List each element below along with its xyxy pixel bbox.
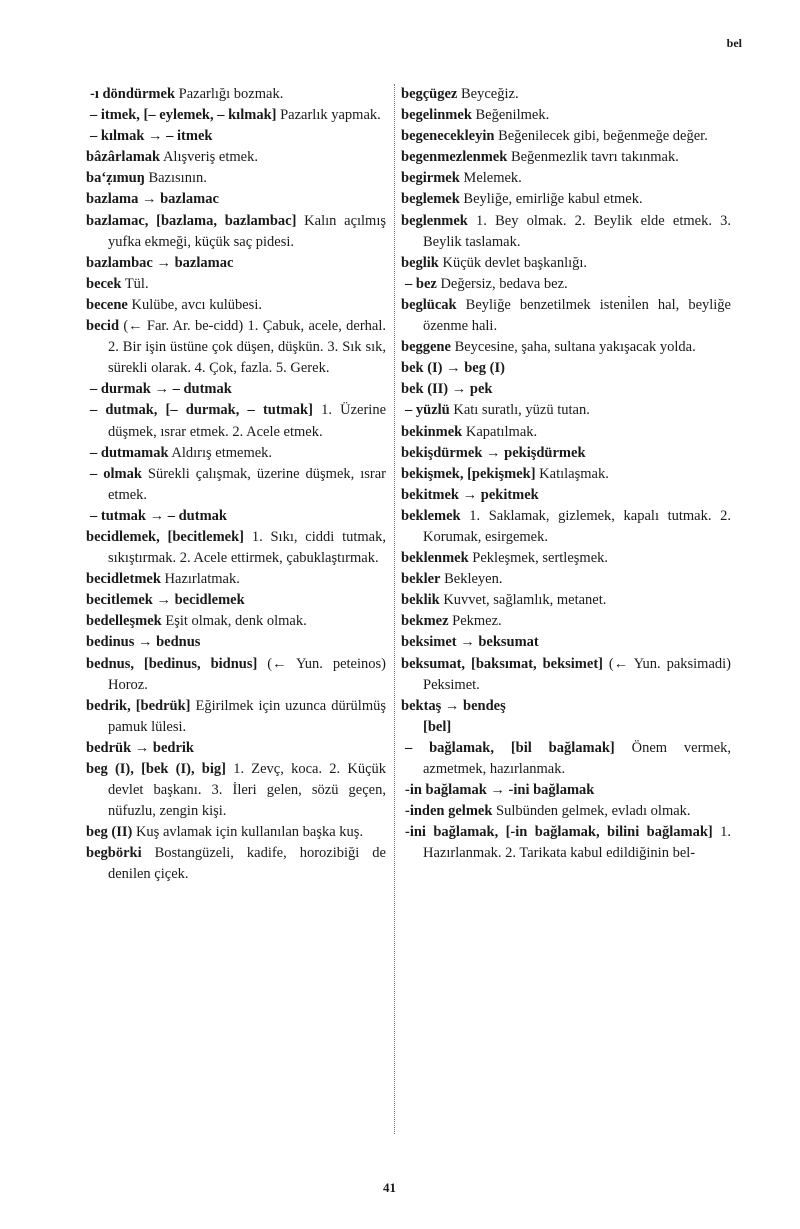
entry-headword: becitlemek → becidlemek (86, 592, 245, 609)
dictionary-entry (401, 253, 731, 274)
entry-headword: becek (86, 275, 122, 292)
dictionary-entry (86, 84, 386, 105)
entry-headword: – kılmak → – itmek (90, 128, 213, 145)
entry-headword: beglenmek (401, 212, 468, 229)
entry-headword: [bel] (423, 718, 452, 735)
entry-definition: Beyliğe benzetilmek isteni̇len hal, beyliğe özenme hali. (423, 296, 731, 335)
entry-headword: begenecekleyin (401, 128, 495, 145)
entry-headword: – itmek, [– eylemek, – kılmak] (90, 107, 277, 124)
entry-headword: – dutmamak (90, 444, 169, 461)
entry-headword: – yüzlü (405, 402, 450, 419)
entry-definition: Kuvvet, sağlamlık, metanet. (443, 592, 607, 609)
entry-headword: becid (86, 318, 120, 335)
entry-headword: bekinmek (401, 423, 463, 440)
entry-headword: beg (I), [bek (I), big] (86, 761, 226, 777)
entry-headword: bekişdürmek → pekişdürmek (401, 444, 586, 461)
dictionary-entry (401, 569, 731, 590)
entry-definition: Katı suratlı, yüzü tutan. (453, 402, 590, 419)
entry-headword: bedelleşmek (86, 613, 162, 630)
dictionary-entry (401, 464, 731, 485)
entry-headword: – bağlamak, [bil bağlamak] (405, 739, 615, 756)
left-column (86, 84, 386, 886)
dictionary-entry (401, 738, 731, 780)
entry-headword: bekişmek, [pekişmek] (401, 465, 536, 482)
entry-headword: bedrik, [bedrük] (86, 697, 191, 714)
entry-definition: Pazarlık yapmak. (280, 107, 381, 124)
dictionary-entry (86, 843, 386, 885)
dictionary-entry (86, 611, 386, 632)
entry-headword: beggene (401, 339, 451, 356)
dictionary-entry (86, 400, 386, 442)
dictionary-entry (401, 590, 731, 611)
entry-headword: -ı döndürmek (90, 86, 176, 102)
dictionary-entry (401, 654, 731, 696)
dictionary-entry (401, 506, 731, 548)
entry-headword: bazlamac, [bazlama, bazlambac] (86, 212, 297, 229)
entry-headword: becidletmek (86, 571, 161, 588)
entry-definition: Bostangüzeli, kadife, horozibiği de denilen çiçek. (108, 845, 386, 883)
dictionary-entry (86, 759, 386, 822)
entry-headword: beklik (401, 592, 440, 609)
entry-headword: – dutmak, [– durmak, – tutmak] (90, 402, 313, 419)
dictionary-entry (86, 379, 386, 400)
entry-headword: – bez (405, 275, 437, 292)
dictionary-entry (86, 738, 386, 759)
dictionary-entry (401, 168, 731, 189)
dictionary-entry (401, 84, 731, 105)
dictionary-entry (86, 527, 386, 569)
entry-headword: begenmezlenmek (401, 149, 508, 166)
dictionary-entry (86, 189, 386, 210)
entry-definition: Hazırlatmak. (164, 571, 240, 588)
dictionary-entry (86, 274, 386, 295)
dictionary-entry (86, 211, 386, 253)
dictionary-entry (86, 632, 386, 653)
entry-definition: Tül. (124, 275, 149, 292)
dictionary-entry (86, 822, 386, 843)
entry-headword: becidlemek, [becitlemek] (86, 528, 244, 545)
entry-headword: bedinus → bednus (86, 634, 201, 651)
entry-headword: -inden gelmek (405, 803, 493, 820)
entry-definition: Katılaşmak. (539, 465, 609, 482)
entry-headword: bednus, [bedinus, bidnus] (86, 655, 258, 672)
entry-headword: begirmek (401, 170, 460, 187)
dictionary-entry (86, 105, 386, 126)
dictionary-entry (86, 147, 386, 168)
entry-headword: beglik (401, 254, 439, 271)
entry-headword: beglücak (401, 296, 457, 313)
entry-definition: Alışveriş etmek. (162, 149, 258, 166)
dictionary-entry (401, 632, 731, 653)
dictionary-entry (401, 696, 731, 717)
entry-headword: -ini bağlamak, [-in bağlamak, bilini bağlamak] (405, 824, 713, 841)
dictionary-entry (401, 801, 731, 822)
entry-definition: Önem vermek, azmetmek, hazırlanmak. (423, 739, 732, 777)
entry-headword: bazlama → bazlamac (86, 191, 219, 208)
dictionary-entry (401, 443, 731, 464)
column-divider (394, 84, 395, 1134)
entry-headword: bekmez (401, 613, 449, 630)
entry-definition: Kalın açılmış yufka ekmeği, küçük saç pidesi. (108, 212, 387, 250)
entry-definition: 1. Zevç, koca. 2. Küçük devlet başkanı. 3. İleri gelen, sözü geçen, nüfuzlu, zengin kişi. (108, 761, 387, 820)
dictionary-entry (401, 105, 731, 126)
dictionary-entry (401, 358, 731, 379)
entry-definition: Pekmez. (452, 613, 502, 630)
dictionary-entry (401, 337, 731, 358)
entry-headword: – durmak → – dutmak (90, 381, 232, 398)
entry-definition: Beycesine, şaha, sultana yakışacak yolda. (454, 339, 696, 356)
entry-definition: (← Yun. paksimadi) Peksimet. (423, 655, 731, 693)
entry-headword: bekler (401, 571, 441, 588)
dictionary-entry (86, 253, 386, 274)
entry-headword: bâzârlamak (86, 149, 161, 166)
entry-definition: 1. Bey olmak. 2. Beylik elde etmek. 3. Beylik taslamak. (423, 212, 732, 250)
page-number: 41 (383, 1180, 396, 1195)
entry-headword: begbörki (86, 845, 142, 862)
entry-definition: Beyceğiz. (461, 86, 519, 102)
dictionary-entry (401, 780, 731, 801)
entry-definition: Bekleyen. (444, 571, 503, 588)
entry-definition: Beyliğe, emirliğe kabul etmek. (463, 191, 643, 208)
entry-headword: becene (86, 296, 128, 313)
entry-headword: bekitmek → pekitmek (401, 486, 539, 503)
entry-definition: 1. Hazırlanmak. 2. Tarikata kabul edildiğinin bel- (423, 824, 732, 862)
entry-headword: bek (I) → beg (I) (401, 360, 505, 377)
entry-definition: Pazarlığı bozmak. (178, 86, 284, 102)
dictionary-entry (401, 274, 731, 295)
dictionary-entry (401, 189, 731, 210)
entry-definition: Beğenilmek. (475, 107, 550, 124)
dictionary-entry (401, 295, 731, 337)
entry-headword: – tutmak → – dutmak (90, 507, 227, 524)
dictionary-entry (401, 147, 731, 168)
entry-headword: beklenmek (401, 550, 469, 567)
entry-definition: Kulübe, avcı kulübesi. (131, 296, 262, 313)
entry-headword: – olmak (90, 465, 142, 482)
entry-headword: beglemek (401, 191, 460, 208)
entry-definition: Kapatılmak. (465, 423, 538, 440)
entry-definition: 1. Üzerine düşmek, ısrar etmek. 2. Acele etmek. (108, 402, 387, 440)
entry-definition: (← Far. Ar. be-cidd) 1. Çabuk, acele, derhal. 2. Bir işin üstüne çok düşen, düşkün. 3. Sık sık, sürekli olarak. 4. Çok, fazla. 5. Gerek. (108, 318, 386, 377)
dictionary-entry (401, 379, 731, 400)
entry-definition: Pekleşmek, sertleşmek. (472, 550, 609, 567)
entry-definition: Sürekli çalışmak, üzerine düşmek, ısrar etmek. (108, 465, 387, 503)
dictionary-entry (86, 654, 386, 696)
entry-headword: beg (II) (86, 824, 133, 841)
dictionary-entry (401, 211, 731, 253)
entry-headword: beksimet → beksumat (401, 634, 539, 651)
dictionary-entry (401, 485, 731, 506)
entry-definition: 1. Sıkı, ciddi tutmak, sıkıştırmak. 2. Acele ettirmek, çabuklaştırmak. (108, 528, 386, 567)
dictionary-entry (86, 696, 386, 738)
entry-headword: begelinmek (401, 107, 472, 124)
right-column (401, 84, 731, 864)
entry-definition: Eğirilmek için uzunca dürülmüş pamuk lülesi. (108, 697, 386, 735)
dictionary-entry (401, 126, 731, 147)
dictionary-entry (401, 422, 731, 443)
entry-headword: bazlambac → bazlamac (86, 254, 234, 271)
entry-headword: begçügez (401, 86, 458, 102)
dictionary-entry (86, 126, 386, 147)
dictionary-entry (86, 464, 386, 506)
dictionary-entry (86, 168, 386, 189)
entry-definition: (← Yun. peteinos) Horoz. (108, 655, 386, 693)
entry-definition: Melemek. (463, 170, 522, 187)
running-head: bel (726, 36, 742, 50)
entry-definition: Küçük devlet başkanlığı. (442, 254, 588, 271)
entry-headword: bektaş → bendeş (401, 697, 506, 714)
dictionary-entry (401, 548, 731, 569)
entry-definition: Değersiz, bedava bez. (440, 275, 568, 292)
entry-definition: Beğenmezlik tavrı takınmak. (510, 149, 679, 166)
entry-definition: 1. Saklamak, gizlemek, kapalı tutmak. 2. Korumak, esirgemek. (423, 507, 731, 545)
entry-definition: Eşit olmak, denk olmak. (165, 613, 307, 630)
entry-headword: bek (II) → pek (401, 381, 493, 398)
dictionary-entry (401, 400, 731, 421)
entry-definition: Beğenilecek gibi, beğenmeğe değer. (498, 128, 708, 145)
dictionary-entry (86, 443, 386, 464)
dictionary-entry (401, 822, 731, 864)
dictionary-entry (86, 569, 386, 590)
dictionary-entry (86, 295, 386, 316)
entry-headword: beklemek (401, 507, 461, 524)
entry-headword: -in bağlamak → -ini bağlamak (405, 782, 595, 799)
entry-definition: Bazısının. (148, 170, 207, 187)
entry-headword: ba‘ẓımuŋ (86, 170, 145, 187)
dictionary-entry (86, 506, 386, 527)
entry-definition: Sulbünden gelmek, evladı olmak. (496, 803, 691, 820)
entry-definition: Kuş avlamak için kullanılan başka kuş. (135, 824, 364, 841)
entry-headword: bedrük → bedrik (86, 739, 194, 756)
dictionary-entry (86, 590, 386, 611)
entry-headword: beksumat, [baksımat, beksimet] (401, 655, 603, 672)
entry-definition: Aldırış etmemek. (171, 444, 273, 461)
dictionary-entry (86, 316, 386, 379)
dictionary-entry (401, 717, 731, 738)
dictionary-entry (401, 611, 731, 632)
